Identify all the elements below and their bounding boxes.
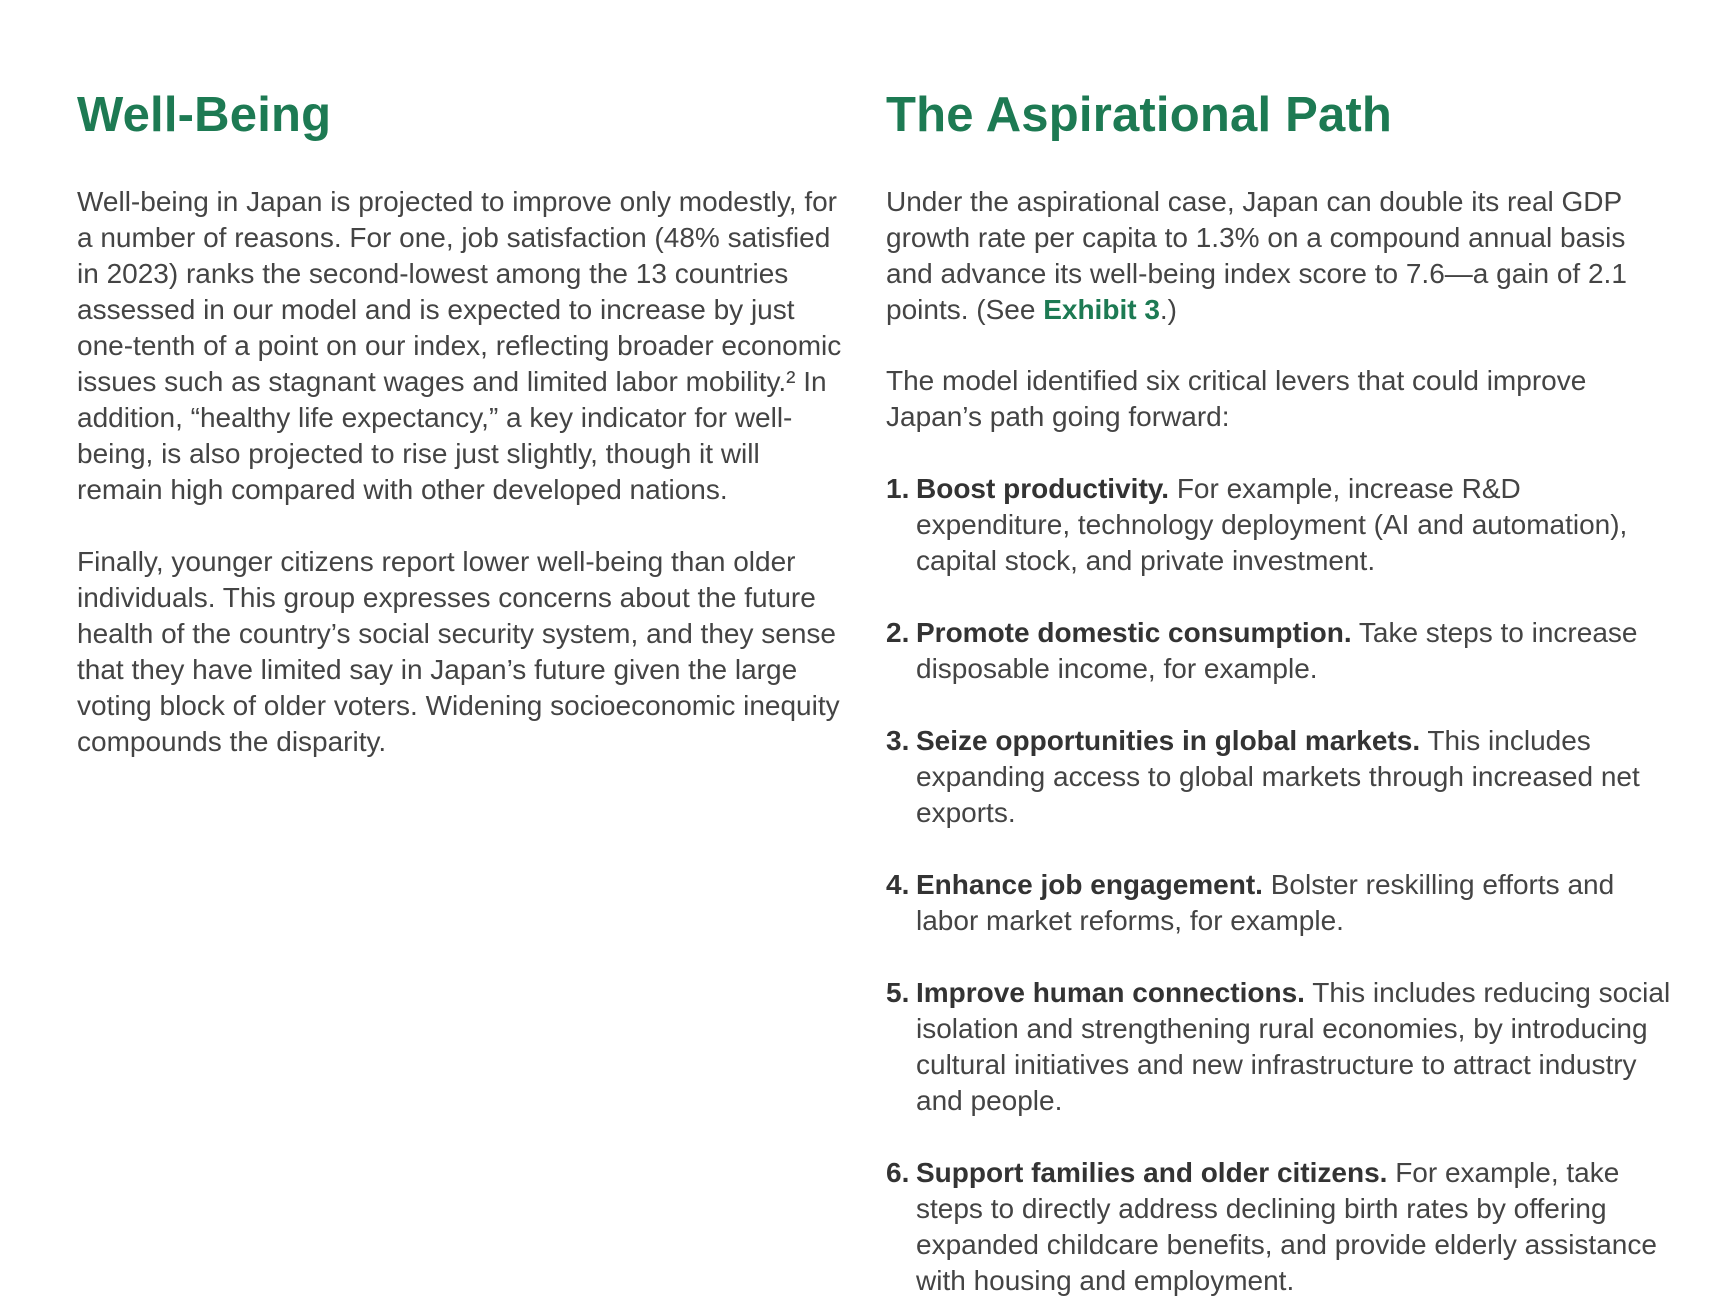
lever-item [886, 615, 1676, 687]
levers-list [886, 471, 1676, 1299]
aspirational-intro-text: Under the aspirational case, Japan can double its real GDP growth rate per capita to 1.3% on a compound annual basis and advance its well-being index score to 7.6—a gain of 2.1 points. (See [886, 186, 1627, 325]
lever-item [886, 867, 1676, 939]
lever-item [886, 723, 1676, 831]
lever-number: 1. [886, 473, 910, 504]
lever-item [886, 1155, 1676, 1299]
exhibit-3-link[interactable]: Exhibit 3 [1043, 294, 1160, 325]
aspirational-path-heading: The Aspirational Path [886, 88, 1393, 142]
lever-title: Boost productivity. [916, 473, 1170, 504]
lever-title: Enhance job engagement. [916, 869, 1263, 900]
lever-item [886, 471, 1676, 579]
well-being-section [77, 84, 847, 760]
aspirational-intro-paragraph [886, 184, 1676, 328]
lever-text: For example, increase R&D expenditure, technology deployment (AI and automation), capital stock, and private investment. [916, 473, 1628, 576]
levers-intro-paragraph: The model identified six critical levers that could improve Japan’s path going forward: [886, 365, 1587, 432]
lever-number: 5. [886, 977, 910, 1008]
lever-text: Bolster reskilling efforts and labor market reforms, for example. [916, 869, 1615, 936]
lever-number: 2. [886, 617, 910, 648]
aspirational-path-section [886, 84, 1676, 1299]
aspirational-intro-close: .) [1159, 294, 1178, 325]
lever-title: Seize opportunities in global markets. [916, 725, 1421, 756]
lever-text: This includes reducing social isolation and strengthening rural economies, by introducing cultural initiatives and new infrastructure to attract industry and people. [916, 977, 1671, 1116]
lever-number: 4. [886, 869, 910, 900]
well-being-paragraph-1: Well-being in Japan is projected to improve only modestly, for a number of reasons. For one, job satisfaction (48% satisfied in 2023) ranks the second-lowest among the 13 countries assessed in our model and is expected to increase by just one-tenth of a point on our index, reflecting broader economic issues such as stagnant wages and limited labor mobility.² In addition, “healthy life expectancy,” a key indicator for well-being, is also projected to rise just slightly, though it will remain high compared with other developed nations. [77, 186, 842, 505]
lever-text: For example, take steps to directly address declining birth rates by offering expanded childcare benefits, and provide elderly assistance with housing and employment. [916, 1157, 1657, 1296]
lever-number: 6. [886, 1157, 910, 1188]
lever-text: This includes expanding access to global markets through increased net exports. [916, 725, 1640, 828]
lever-number: 3. [886, 725, 910, 756]
lever-title: Improve human connections. [916, 977, 1305, 1008]
well-being-paragraph-2: Finally, younger citizens report lower well-being than older individuals. This group expresses concerns about the future health of the country’s social security system, and they sense that they have limited say in Japan’s future given the large voting block of older voters. Widening socioeconomic inequity compounds the disparity. [77, 546, 840, 757]
well-being-heading: Well-Being [77, 88, 332, 142]
lever-text: Take steps to increase disposable income, for example. [916, 617, 1638, 684]
lever-title: Support families and older citizens. [916, 1157, 1388, 1188]
lever-item [886, 975, 1676, 1119]
lever-title: Promote domestic consumption. [916, 617, 1352, 648]
